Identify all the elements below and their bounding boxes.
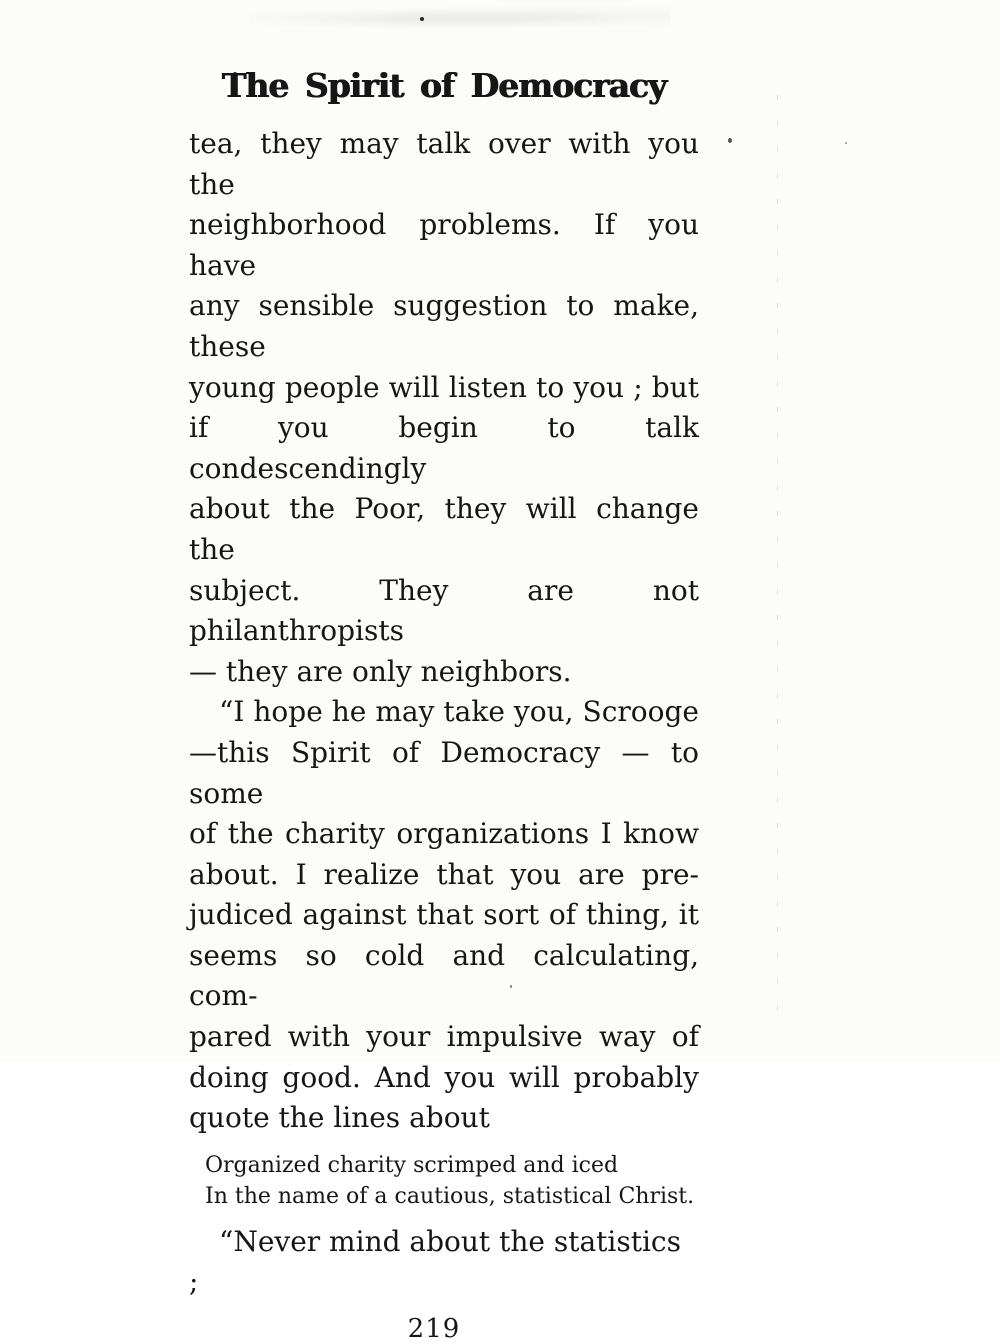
text-line: about the Poor, they will change the (189, 492, 699, 566)
text-line: “I hope he may take you, Scrooge (219, 695, 699, 729)
text-line: seems so cold and calculating, com- (189, 938, 699, 1013)
text-line: —this Spirit of Democracy — to some (189, 735, 699, 810)
text-line: judiced against that sort of thing, it (189, 898, 699, 932)
scan-speck (728, 138, 732, 143)
verse-line: Organized charity scrimped and iced (205, 1152, 619, 1178)
text-line: “Never mind about the statistics ; (189, 1224, 681, 1299)
paragraph-continuation (189, 124, 699, 692)
scan-speck (420, 17, 424, 21)
scan-smudge (250, 6, 670, 32)
text-line: subject. They are not philanthropists (189, 573, 699, 648)
text-line: quote the lines about (189, 1101, 490, 1135)
running-head-title: The Spirit of Democracy (221, 66, 667, 105)
paragraph-dialogue (189, 692, 699, 1139)
scan-speck (845, 142, 847, 144)
text-line: tea, they may talk over with you the (189, 127, 699, 201)
text-line: — they are only neighbors. (189, 654, 572, 688)
verse-quote (189, 1150, 699, 1213)
text-line: neighborhood problems. If you have (189, 208, 699, 282)
verse-line: In the name of a cautious, statistical Christ. (205, 1184, 695, 1210)
scan-artifact-streak (777, 95, 778, 1015)
paragraph-closing (189, 1222, 699, 1303)
text-line: doing good. And you will probably (189, 1060, 699, 1094)
text-line: about. I realize that you are pre- (189, 857, 699, 891)
text-column (189, 124, 699, 1344)
text-line: if you begin to talk condescendingly (189, 411, 699, 485)
text-line: of the charity organizations I know (189, 817, 699, 851)
page-number: 219 (407, 1314, 461, 1344)
text-line: pared with your impulsive way of (189, 1020, 699, 1054)
text-line: any sensible suggestion to make, these (189, 289, 699, 363)
text-line: young people will listen to you ; but (189, 370, 699, 404)
